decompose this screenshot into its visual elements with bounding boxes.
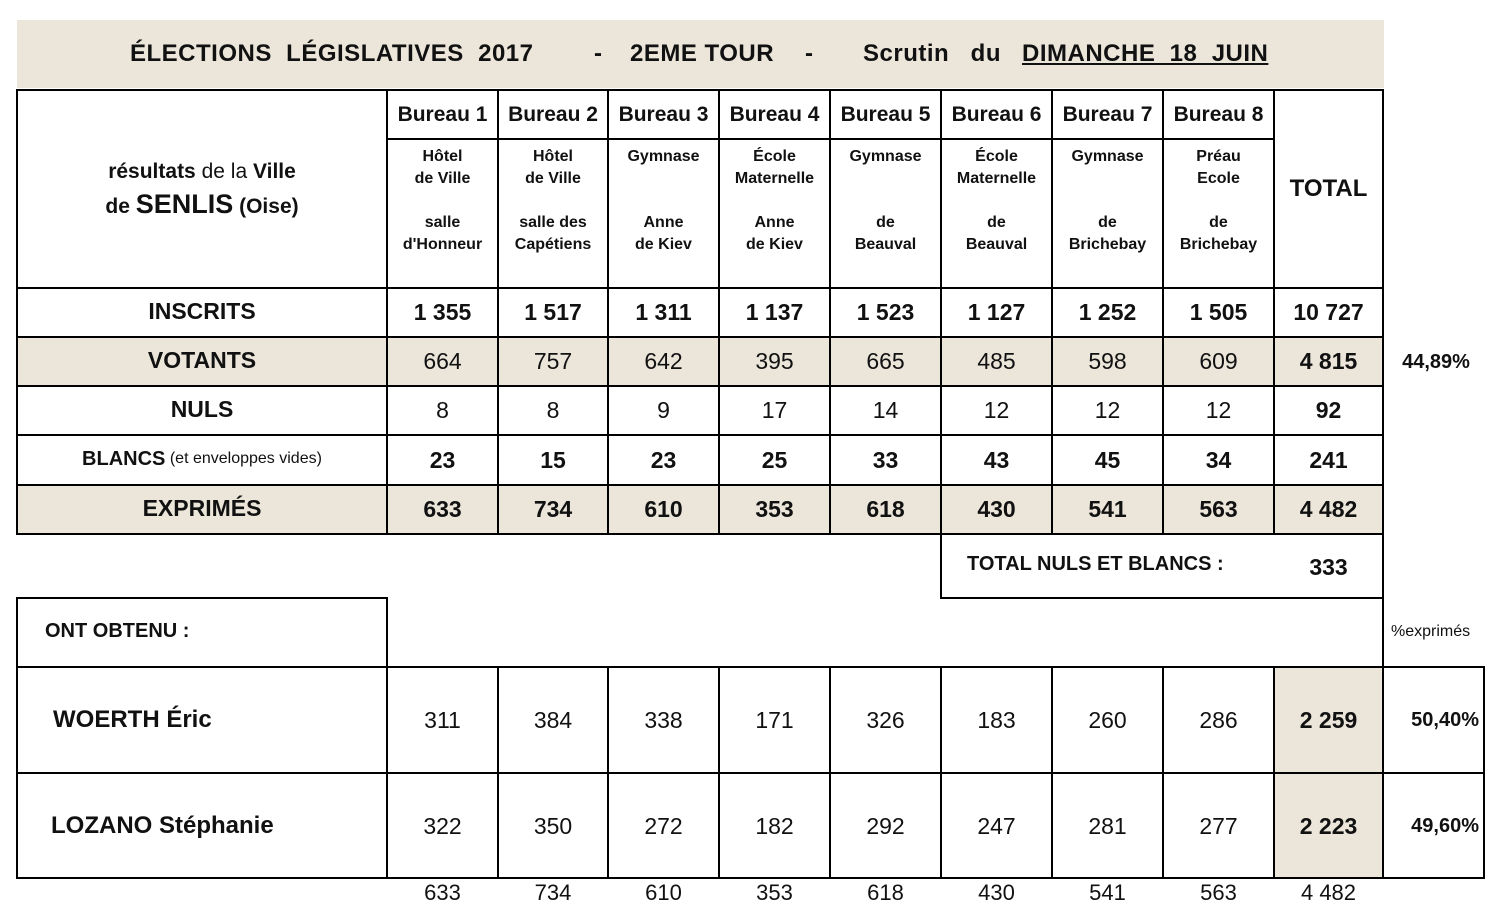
bureau-location-line: Capétiens [514, 236, 592, 253]
checksum-bureau-6: 430 [978, 880, 1015, 905]
title-date: DIMANCHE 18 JUIN [1022, 40, 1269, 67]
row-label-blancs: BLANCS (et enveloppes vides) [82, 447, 322, 470]
total-nuls-blancs-value: 333 [1309, 553, 1348, 580]
bureau-header-8: Bureau 8 [1173, 102, 1264, 126]
bureau-location-line: de Kiev [635, 236, 692, 253]
candidate-lozano-total-votes: 2 223 [1299, 812, 1358, 839]
inscrits-bureau-2-value: 1 517 [524, 298, 582, 325]
nuls-bureau-1-value: 8 [436, 396, 449, 423]
candidate-woerth-bureau-6-votes: 183 [977, 706, 1016, 733]
candidate-woerth-pct: 50,40% [1411, 708, 1479, 731]
bureau-header-1: Bureau 1 [397, 102, 488, 126]
blancs-bureau-1-value: 23 [429, 446, 456, 473]
candidate-name-woerth: WOERTH Éric [53, 706, 212, 733]
candidate-woerth-bureau-7-votes: 260 [1088, 706, 1127, 733]
exprimes-total-value: 4 482 [1299, 496, 1358, 522]
blancs-bureau-6-value: 43 [983, 446, 1010, 473]
bureau-location-line: Anne [754, 214, 795, 231]
page-title [17, 20, 1384, 88]
exprimes-bureau-6-value: 430 [977, 496, 1016, 522]
bureau-location-line: de [987, 214, 1006, 231]
nuls-total-value: 92 [1315, 396, 1342, 423]
candidate-woerth-bureau-2-votes: 384 [533, 706, 573, 733]
votants-bureau-1-value: 664 [423, 347, 462, 374]
bureau-header-4: Bureau 4 [729, 102, 820, 126]
inscrits-bureau-7-value: 1 252 [1078, 298, 1137, 325]
bureau-header-5: Bureau 5 [840, 102, 931, 126]
bureau-location-7 [1053, 146, 1162, 276]
bureau-location-line: École [975, 148, 1018, 165]
total-nuls-blancs-label: TOTAL NULS ET BLANCS : [967, 553, 1224, 575]
checksum-bureau-4: 353 [756, 880, 793, 905]
candidate-woerth-total-votes: 2 259 [1299, 706, 1358, 733]
inscrits-bureau-8-value: 1 505 [1189, 298, 1248, 325]
bureau-location-line: salle [424, 214, 461, 231]
nuls-bureau-6-value: 12 [983, 396, 1010, 423]
bureau-location-8 [1164, 146, 1273, 276]
row-label-nuls: NULS [170, 395, 234, 422]
inscrits-bureau-5-value: 1 523 [856, 298, 915, 325]
candidate-lozano-bureau-6-votes: 247 [977, 812, 1016, 839]
title-round: 2EME TOUR [630, 40, 775, 67]
row-label-exprimes: EXPRIMÉS [142, 494, 262, 521]
inscrits-bureau-1-value: 1 355 [413, 298, 472, 325]
bureau-location-line: Beauval [854, 236, 917, 253]
nuls-bureau-4-value: 17 [761, 396, 788, 423]
checksum-bureau-2: 734 [534, 880, 572, 905]
candidate-woerth-bureau-5-votes: 326 [866, 706, 905, 733]
candidate-name-lozano: LOZANO Stéphanie [51, 812, 274, 839]
bureau-location-4 [720, 146, 829, 276]
bureau-location-line: Gymnase [849, 148, 922, 165]
bureau-location-line: Anne [643, 214, 684, 231]
votants-bureau-5-value: 665 [866, 347, 905, 374]
bureau-location-line: de Ville [525, 170, 581, 187]
checksum-bureau-5: 618 [867, 880, 904, 905]
votants-bureau-8-value: 609 [1199, 347, 1238, 374]
votants-bureau-4-value: 395 [755, 347, 794, 374]
exprimes-bureau-3-value: 610 [644, 496, 683, 522]
bureau-location-line: Préau [1196, 148, 1241, 165]
candidate-lozano-bureau-4-votes: 182 [755, 812, 794, 839]
candidate-lozano-bureau-7-votes: 281 [1088, 812, 1127, 839]
results-city-header: résultats de la Ville de SENLIS (Oise) [105, 159, 299, 219]
blancs-bureau-2-value: 15 [540, 446, 566, 473]
bureau-location-3 [609, 146, 718, 276]
title-separator: - [594, 40, 603, 67]
bureau-location-line: salle des [519, 214, 587, 231]
bureau-location-line: de Ville [414, 170, 471, 187]
checksum-total: 4 482 [1300, 880, 1357, 905]
bureau-location-2 [499, 146, 607, 276]
bureau-location-6 [942, 146, 1051, 276]
blancs-bureau-5-value: 33 [872, 446, 899, 473]
row-label-votants: VOTANTS [147, 346, 257, 373]
checksum-bureau-7: 541 [1089, 880, 1126, 905]
inscrits-bureau-6-value: 1 127 [967, 298, 1026, 325]
bureau-location-line: de Kiev [746, 236, 803, 253]
title-separator: - [805, 40, 814, 67]
row-label-inscrits: INSCRITS [148, 297, 256, 324]
nuls-bureau-7-value: 12 [1094, 396, 1121, 423]
total-column-header: TOTAL [1289, 175, 1368, 202]
candidate-woerth-bureau-3-votes: 338 [644, 706, 683, 733]
bureau-location-line: d'Honneur [402, 236, 483, 253]
inscrits-bureau-4-value: 1 137 [745, 298, 804, 325]
inscrits-total-value: 10 727 [1293, 298, 1364, 325]
bureau-location-1 [388, 146, 497, 276]
nuls-bureau-3-value: 9 [657, 396, 670, 423]
votants-bureau-3-value: 642 [644, 347, 683, 374]
bureau-location-line: Ecole [1197, 170, 1240, 187]
bureau-location-line: Maternelle [956, 170, 1037, 187]
blancs-bureau-3-value: 23 [650, 446, 677, 473]
bureau-location-line: de [876, 214, 895, 231]
bureau-location-line: Maternelle [734, 170, 815, 187]
blancs-bureau-7-value: 45 [1094, 446, 1121, 473]
inscrits-bureau-3-value: 1 311 [635, 298, 692, 325]
candidate-lozano-bureau-1-votes: 322 [423, 812, 462, 839]
candidate-woerth-bureau-8-votes: 286 [1199, 706, 1238, 733]
exprimes-bureau-5-value: 618 [866, 496, 905, 522]
checksum-bureau-1: 633 [424, 880, 461, 905]
candidate-lozano-bureau-2-votes: 350 [533, 812, 573, 839]
nuls-bureau-2-value: 8 [546, 396, 560, 423]
votants-bureau-2-value: 757 [533, 347, 573, 374]
blancs-total-value: 241 [1309, 446, 1348, 473]
nuls-bureau-8-value: 12 [1205, 396, 1232, 423]
exprimes-bureau-2-value: 734 [533, 496, 573, 522]
nuls-bureau-5-value: 14 [872, 396, 899, 423]
candidate-lozano-bureau-3-votes: 272 [644, 812, 683, 839]
exprimes-bureau-1-value: 633 [423, 496, 462, 522]
checksum-bureau-8: 563 [1200, 880, 1237, 905]
candidate-woerth-bureau-1-votes: 311 [424, 706, 461, 733]
candidate-lozano-pct: 49,60% [1411, 814, 1479, 837]
bureau-location-line: Brichebay [1068, 236, 1147, 253]
votants-participation-pct: 44,89% [1402, 350, 1470, 373]
votants-bureau-7-value: 598 [1088, 347, 1127, 374]
bureau-location-line: Gymnase [627, 148, 700, 165]
title-scrutin: Scrutin du [863, 40, 1001, 67]
bureau-location-line: Gymnase [1071, 148, 1144, 165]
ont-obtenu-label: ONT OBTENU : [45, 620, 190, 642]
title-election: ÉLECTIONS LÉGISLATIVES 2017 [130, 40, 534, 67]
blancs-bureau-4-value: 25 [761, 446, 788, 473]
bureau-header-3: Bureau 3 [618, 102, 709, 126]
votants-total-value: 4 815 [1299, 347, 1358, 374]
exprimes-bureau-8-value: 563 [1199, 496, 1238, 522]
candidate-lozano-bureau-8-votes: 277 [1199, 812, 1238, 839]
bureau-location-line: de [1098, 214, 1117, 231]
bureau-location-line: de [1209, 214, 1228, 231]
votants-bureau-6-value: 485 [977, 347, 1016, 374]
pct-exprimes-header: %exprimés [1391, 623, 1471, 640]
bureau-header-7: Bureau 7 [1062, 102, 1153, 126]
bureau-location-line: Hôtel [533, 148, 573, 165]
candidate-woerth-bureau-4-votes: 171 [755, 706, 794, 733]
blancs-bureau-8-value: 34 [1205, 446, 1232, 473]
exprimes-bureau-4-value: 353 [755, 496, 794, 522]
exprimes-bureau-7-value: 541 [1088, 496, 1127, 522]
bureau-location-line: Brichebay [1179, 236, 1258, 253]
bureau-location-line: Hôtel [422, 148, 463, 165]
bureau-location-line: École [753, 148, 796, 165]
bureau-location-line: Beauval [965, 236, 1028, 253]
checksum-bureau-3: 610 [645, 880, 682, 905]
bureau-header-2: Bureau 2 [508, 102, 598, 126]
candidate-lozano-bureau-5-votes: 292 [866, 812, 905, 839]
bureau-location-5 [831, 146, 940, 276]
bureau-header-6: Bureau 6 [951, 102, 1042, 126]
